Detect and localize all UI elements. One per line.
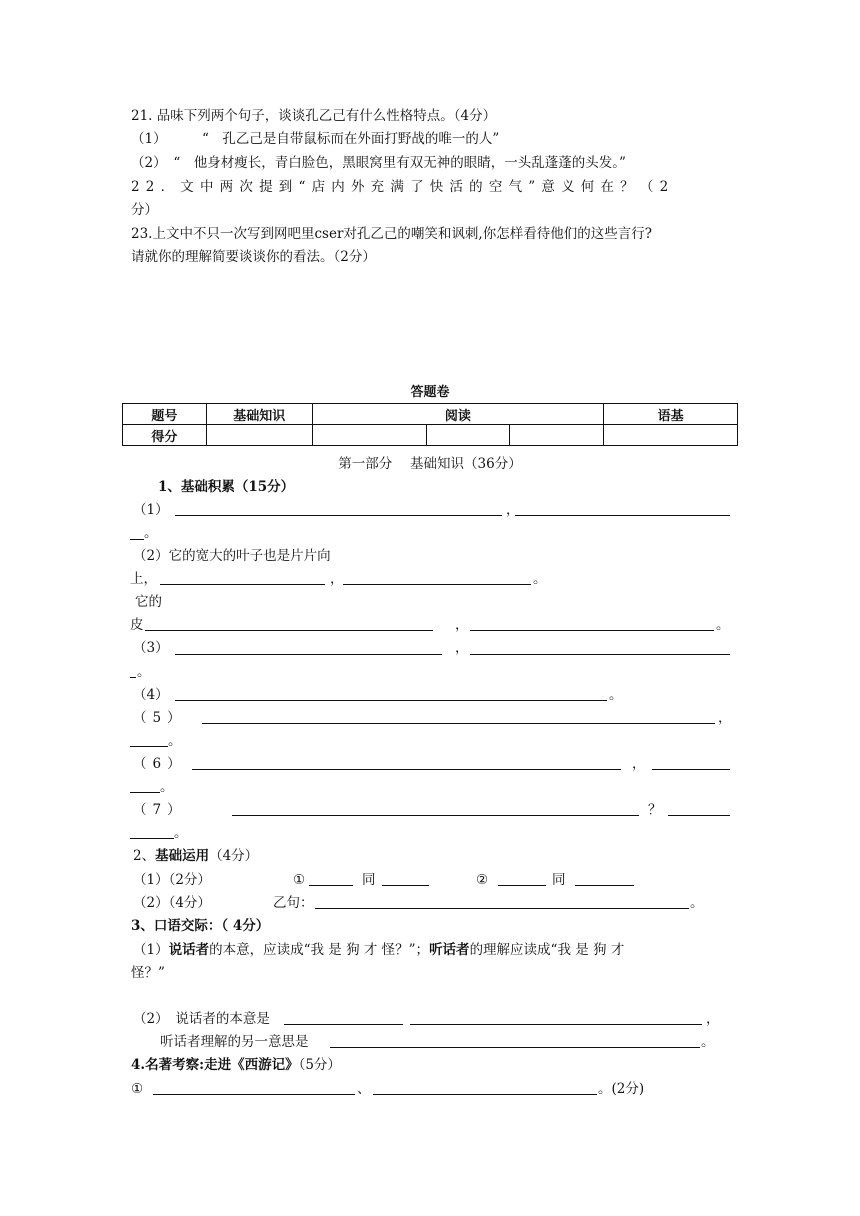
score-cell-basic[interactable] [206, 425, 312, 446]
section4-score: （5分） [298, 1057, 341, 1073]
s1-item4-number: （4） [133, 687, 169, 703]
s1-item3-blank-a[interactable] [175, 654, 442, 655]
s1-item6-comma: ， [632, 756, 646, 772]
s1-item2-end: 。 [533, 571, 547, 587]
s3-item2-blank-a[interactable] [284, 1024, 403, 1025]
section4-heading [131, 1056, 341, 1074]
question-22-line1: 22．文中两次提到“店内外充满了快活的空气”意义何在？（2 [131, 179, 675, 195]
s1-item1-blank-b[interactable] [515, 515, 730, 516]
s1-item7-question-mark: ？ [648, 802, 662, 818]
s1-item3-end: 。 [137, 664, 151, 680]
header-reading: 阅读 [312, 404, 603, 425]
part1-heading: 第一部分 基础知识（36分） [338, 456, 522, 472]
s1-item1-number: （1） [133, 502, 169, 518]
section4-title: 4.名著考察:走进《西游记》 [131, 1057, 299, 1073]
s3-item1-text-b: 的理解应读成“我 是 狗 才 [469, 942, 625, 958]
section1-heading: 1、基础积累（15分） [158, 479, 295, 495]
answer-sheet-title: 答题卷 [410, 385, 450, 400]
s2-item1-circled-2: ② [476, 872, 489, 888]
question-23-line2: 请就你的理解简要谈谈你的看法。（2分） [131, 249, 376, 265]
section2-score: （4分） [209, 848, 259, 864]
s2-item1-number: （1）（2分） [133, 872, 211, 888]
s1-item6-blank-a[interactable] [192, 769, 621, 770]
s1-item4-blank[interactable] [175, 700, 607, 701]
s1-item7-blank-a[interactable] [232, 815, 639, 816]
header-language-basics: 语基 [604, 404, 738, 425]
s1-item1-end: 。 [144, 525, 158, 541]
s1-item2-blank-b[interactable] [343, 584, 531, 585]
s3-item2-blank-b[interactable] [410, 1024, 702, 1025]
s1-item3-comma: ， [455, 640, 469, 656]
s2-item2-blank[interactable] [315, 908, 689, 909]
s1-item5-blank-a[interactable] [202, 723, 715, 724]
s2-item1-same-2: 同 [552, 872, 566, 888]
s2-item1-blank-c[interactable] [498, 885, 546, 886]
s1-item5-number: （5） [133, 710, 187, 726]
s2-item1-same-1: 同 [362, 872, 376, 888]
section2-heading [133, 847, 258, 865]
s2-item1-blank-b[interactable] [382, 885, 429, 886]
score-table-header-row [123, 404, 738, 425]
s1-item6-end: 。 [160, 779, 174, 795]
section2-number: 2、 [133, 848, 156, 864]
s2-item1-circled-1: ① [293, 872, 306, 888]
s1-item6-number: （6） [133, 756, 187, 772]
s1-item7-blank-b[interactable] [668, 815, 730, 816]
question-21: 21. 品味下列两个句子，谈谈孔乙己有什么性格特点。（4分） [131, 108, 497, 124]
s4-item1-end: 。(2分) [598, 1081, 645, 1097]
s1-item2-blank-d[interactable] [470, 630, 714, 631]
s1-item2-comma: ， [330, 571, 344, 587]
section2-title: 基础运用 [155, 848, 210, 864]
s1-item2-line4-comma: ， [455, 617, 469, 633]
s2-item1-blank-a[interactable] [309, 885, 353, 886]
score-cell-reading-3[interactable] [510, 425, 604, 446]
s1-item7-blank-c[interactable] [130, 838, 174, 839]
s3-item1-number: （1） [133, 942, 169, 958]
s1-item7-end: 。 [174, 825, 188, 841]
s1-item6-blank-b[interactable] [652, 769, 730, 770]
score-table [122, 403, 738, 446]
score-cell-language[interactable] [604, 425, 738, 446]
s1-item2-line4-start: 皮 [130, 617, 144, 633]
s1-item5-end: 。 [168, 733, 182, 749]
s1-item3-number: （3） [133, 640, 169, 656]
s1-item3-blank-b[interactable] [470, 654, 730, 655]
s4-item1-blank-b[interactable] [373, 1094, 597, 1095]
s1-item4-end: 。 [609, 687, 623, 703]
header-basic-knowledge: 基础知识 [206, 404, 312, 425]
s1-item6-blank-c[interactable] [130, 792, 160, 793]
s1-item2-line1: （2）它的宽大的叶子也是片片向 [133, 548, 331, 564]
s2-item2-end: 。 [690, 895, 704, 911]
score-cell-reading-2[interactable] [426, 425, 510, 446]
s2-item2-number: （2）（4分） [133, 895, 211, 911]
s4-item1-separator: 、 [357, 1081, 371, 1097]
s3-speaker-label: 说话者 [168, 942, 210, 958]
s1-item1-comma: ， [506, 502, 520, 518]
s3-item2-line2: 听话者理解的另一意思是 [160, 1034, 309, 1050]
s1-item7-number: （7） [133, 802, 187, 818]
s4-item1-circled-1: ① [131, 1081, 144, 1097]
s3-item2-comma: ， [706, 1011, 720, 1027]
s1-item2-blank-c[interactable] [145, 630, 433, 631]
score-cell-reading-1[interactable] [312, 425, 426, 446]
header-item-number: 题号 [123, 404, 207, 425]
section3-heading: 3、口语交际：（ 4分） [131, 918, 270, 934]
s1-item1-blank-c[interactable] [130, 539, 144, 540]
s1-item2-line4-end: 。 [716, 617, 730, 633]
s2-item1-blank-d[interactable] [575, 885, 634, 886]
s3-item1-line1 [133, 941, 624, 959]
s1-item2-line3: 它的 [135, 594, 162, 610]
question-21-2: （2） “ 他身材瘦长，青白脸色，黑眼窝里有双无神的眼睛，一头乱蓬蓬的头发。” [131, 155, 626, 171]
s4-item1-blank-a[interactable] [153, 1094, 355, 1095]
s3-item2-line1: （2） 说话者的本意是 [133, 1011, 270, 1027]
s1-item1-blank-a[interactable] [175, 515, 502, 516]
s3-item2-blank-c[interactable] [330, 1047, 700, 1048]
s1-item3-blank-c[interactable] [130, 677, 136, 678]
s3-item1-text-a: 的本意，应读成“我 是 狗 才 怪？”； [209, 942, 430, 958]
question-23-line1: 23.上文中不只一次写到网吧里cser对孔乙己的嘲笑和讽刺,你怎样看待他们的这些言行? [131, 226, 652, 242]
question-21-1-number: （1） [131, 131, 167, 147]
question-22-line2: 分） [131, 202, 158, 218]
s1-item2-blank-a[interactable] [160, 584, 325, 585]
s1-item5-blank-b[interactable] [130, 746, 168, 747]
s3-item2-end: 。 [701, 1034, 715, 1050]
score-label: 得分 [123, 425, 207, 446]
s1-item2-line2-start: 上， [130, 571, 157, 587]
question-21-1-text: “ 孔乙己是自带鼠标而在外面打野战的唯一的人” [202, 131, 500, 147]
s3-item1-line2: 怪？” [131, 965, 165, 981]
score-table-score-row [123, 425, 738, 446]
s1-item5-comma: ， [718, 710, 732, 726]
s3-listener-label: 听话者 [429, 942, 470, 958]
s2-item2-label: 乙句： [273, 895, 314, 911]
